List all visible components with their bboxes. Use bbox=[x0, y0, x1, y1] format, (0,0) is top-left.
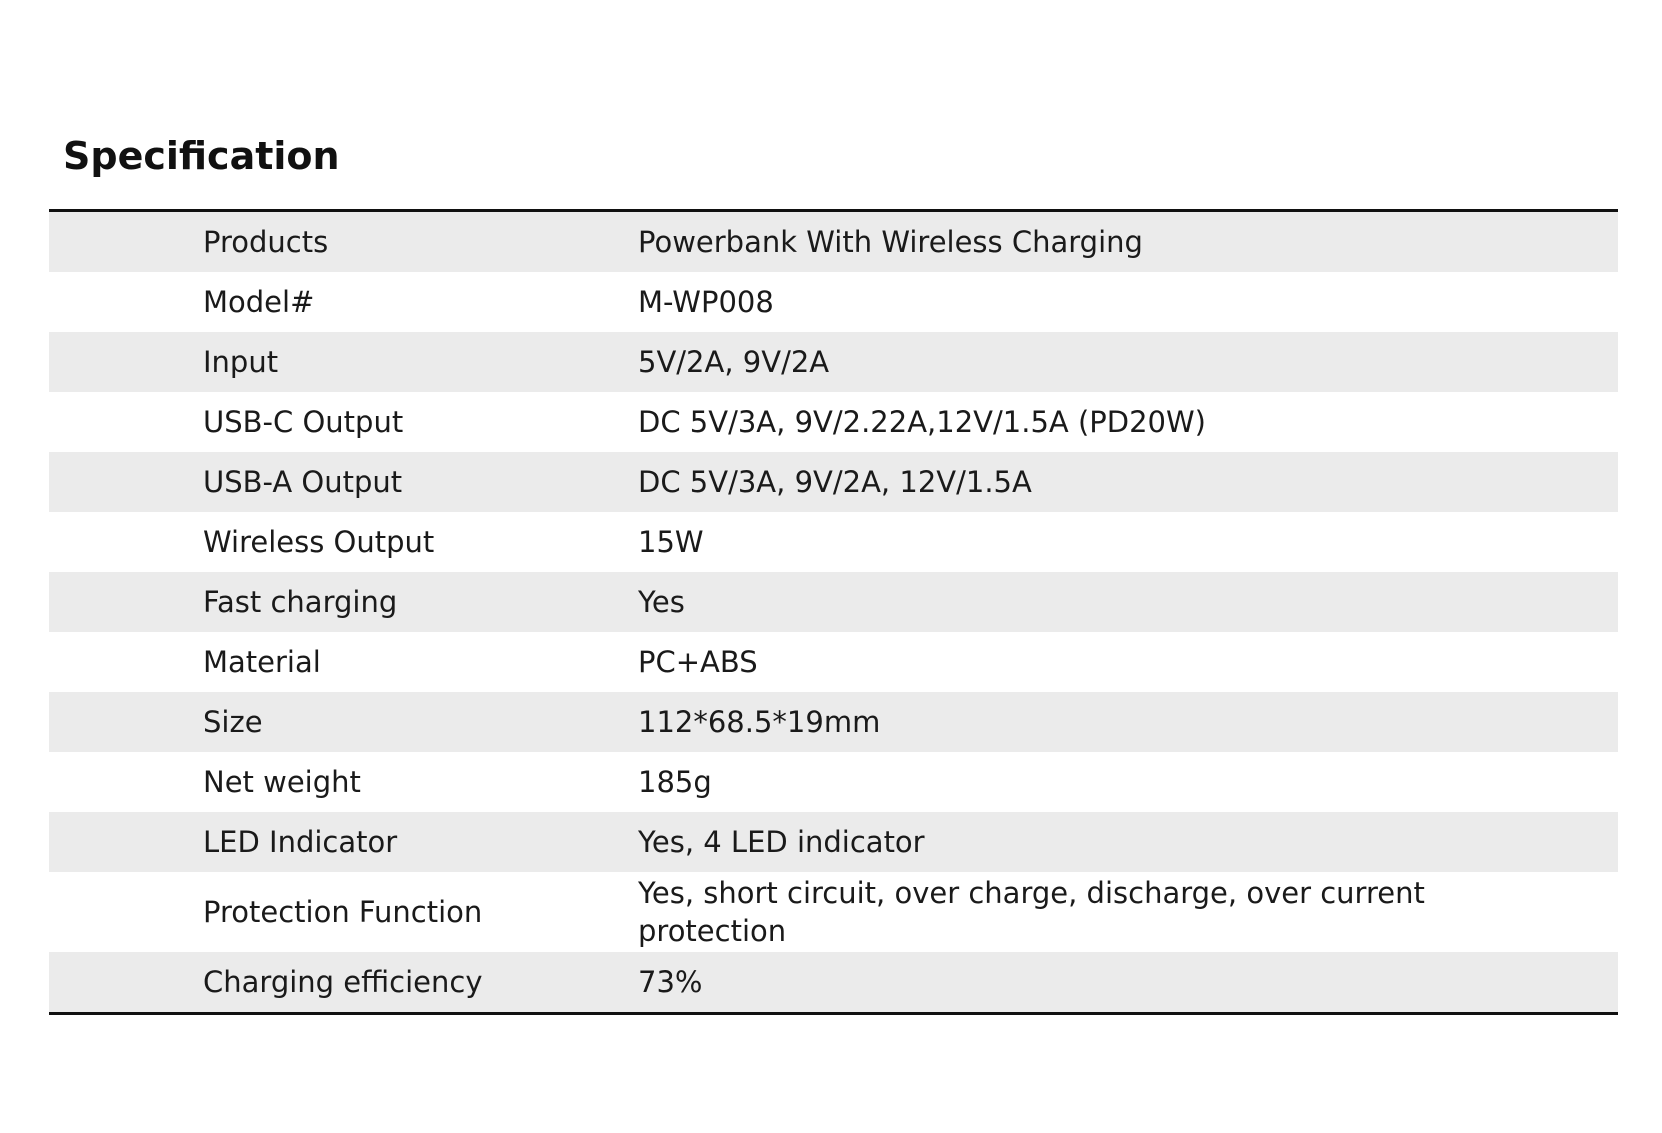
table-row bbox=[49, 952, 1618, 1012]
spec-value-usb-a-output: DC 5V/3A, 9V/2A, 12V/1.5A bbox=[638, 465, 1032, 499]
table-row bbox=[49, 452, 1618, 512]
spec-value-wireless-output: 15W bbox=[638, 525, 704, 559]
spec-value-protection-function: Yes, short circuit, over charge, discharge, over current protection bbox=[638, 876, 1425, 948]
specification-table bbox=[49, 209, 1618, 1015]
spec-value-material: PC+ABS bbox=[638, 645, 758, 679]
spec-label-wireless-output: Wireless Output bbox=[203, 525, 435, 559]
spec-label-usb-a-output: USB-A Output bbox=[203, 465, 403, 499]
table-row bbox=[49, 692, 1618, 752]
spec-value-fast-charging: Yes bbox=[638, 585, 685, 619]
spec-value-charging-efficiency: 73% bbox=[638, 965, 703, 999]
spec-label-usb-c-output: USB-C Output bbox=[203, 405, 404, 439]
spec-value-size: 112*68.5*19mm bbox=[638, 705, 881, 739]
page-title: Specification bbox=[63, 134, 340, 178]
spec-value-net-weight: 185g bbox=[638, 765, 712, 799]
table-row bbox=[49, 872, 1618, 952]
spec-label-products: Products bbox=[203, 225, 329, 259]
spec-value-input: 5V/2A, 9V/2A bbox=[638, 345, 830, 379]
spec-label-fast-charging: Fast charging bbox=[203, 585, 398, 619]
table-row bbox=[49, 392, 1618, 452]
spec-label-led-indicator: LED Indicator bbox=[203, 825, 398, 859]
spec-label-material: Material bbox=[203, 645, 321, 679]
table-row bbox=[49, 212, 1618, 272]
spec-label-size: Size bbox=[203, 705, 263, 739]
spec-label-charging-efficiency: Charging efficiency bbox=[203, 965, 483, 999]
table-row bbox=[49, 632, 1618, 692]
spec-label-protection-function: Protection Function bbox=[203, 895, 483, 929]
table-row bbox=[49, 572, 1618, 632]
table-row bbox=[49, 332, 1618, 392]
table-row bbox=[49, 812, 1618, 872]
spec-value-model: M-WP008 bbox=[638, 285, 774, 319]
spec-label-input: Input bbox=[203, 345, 279, 379]
spec-value-led-indicator: Yes, 4 LED indicator bbox=[638, 825, 925, 859]
table-row bbox=[49, 512, 1618, 572]
table-row bbox=[49, 752, 1618, 812]
table-row bbox=[49, 272, 1618, 332]
spec-label-model: Model# bbox=[203, 285, 315, 319]
spec-value-products: Powerbank With Wireless Charging bbox=[638, 225, 1143, 259]
spec-value-usb-c-output: DC 5V/3A, 9V/2.22A,12V/1.5A (PD20W) bbox=[638, 405, 1206, 439]
spec-label-net-weight: Net weight bbox=[203, 765, 361, 799]
